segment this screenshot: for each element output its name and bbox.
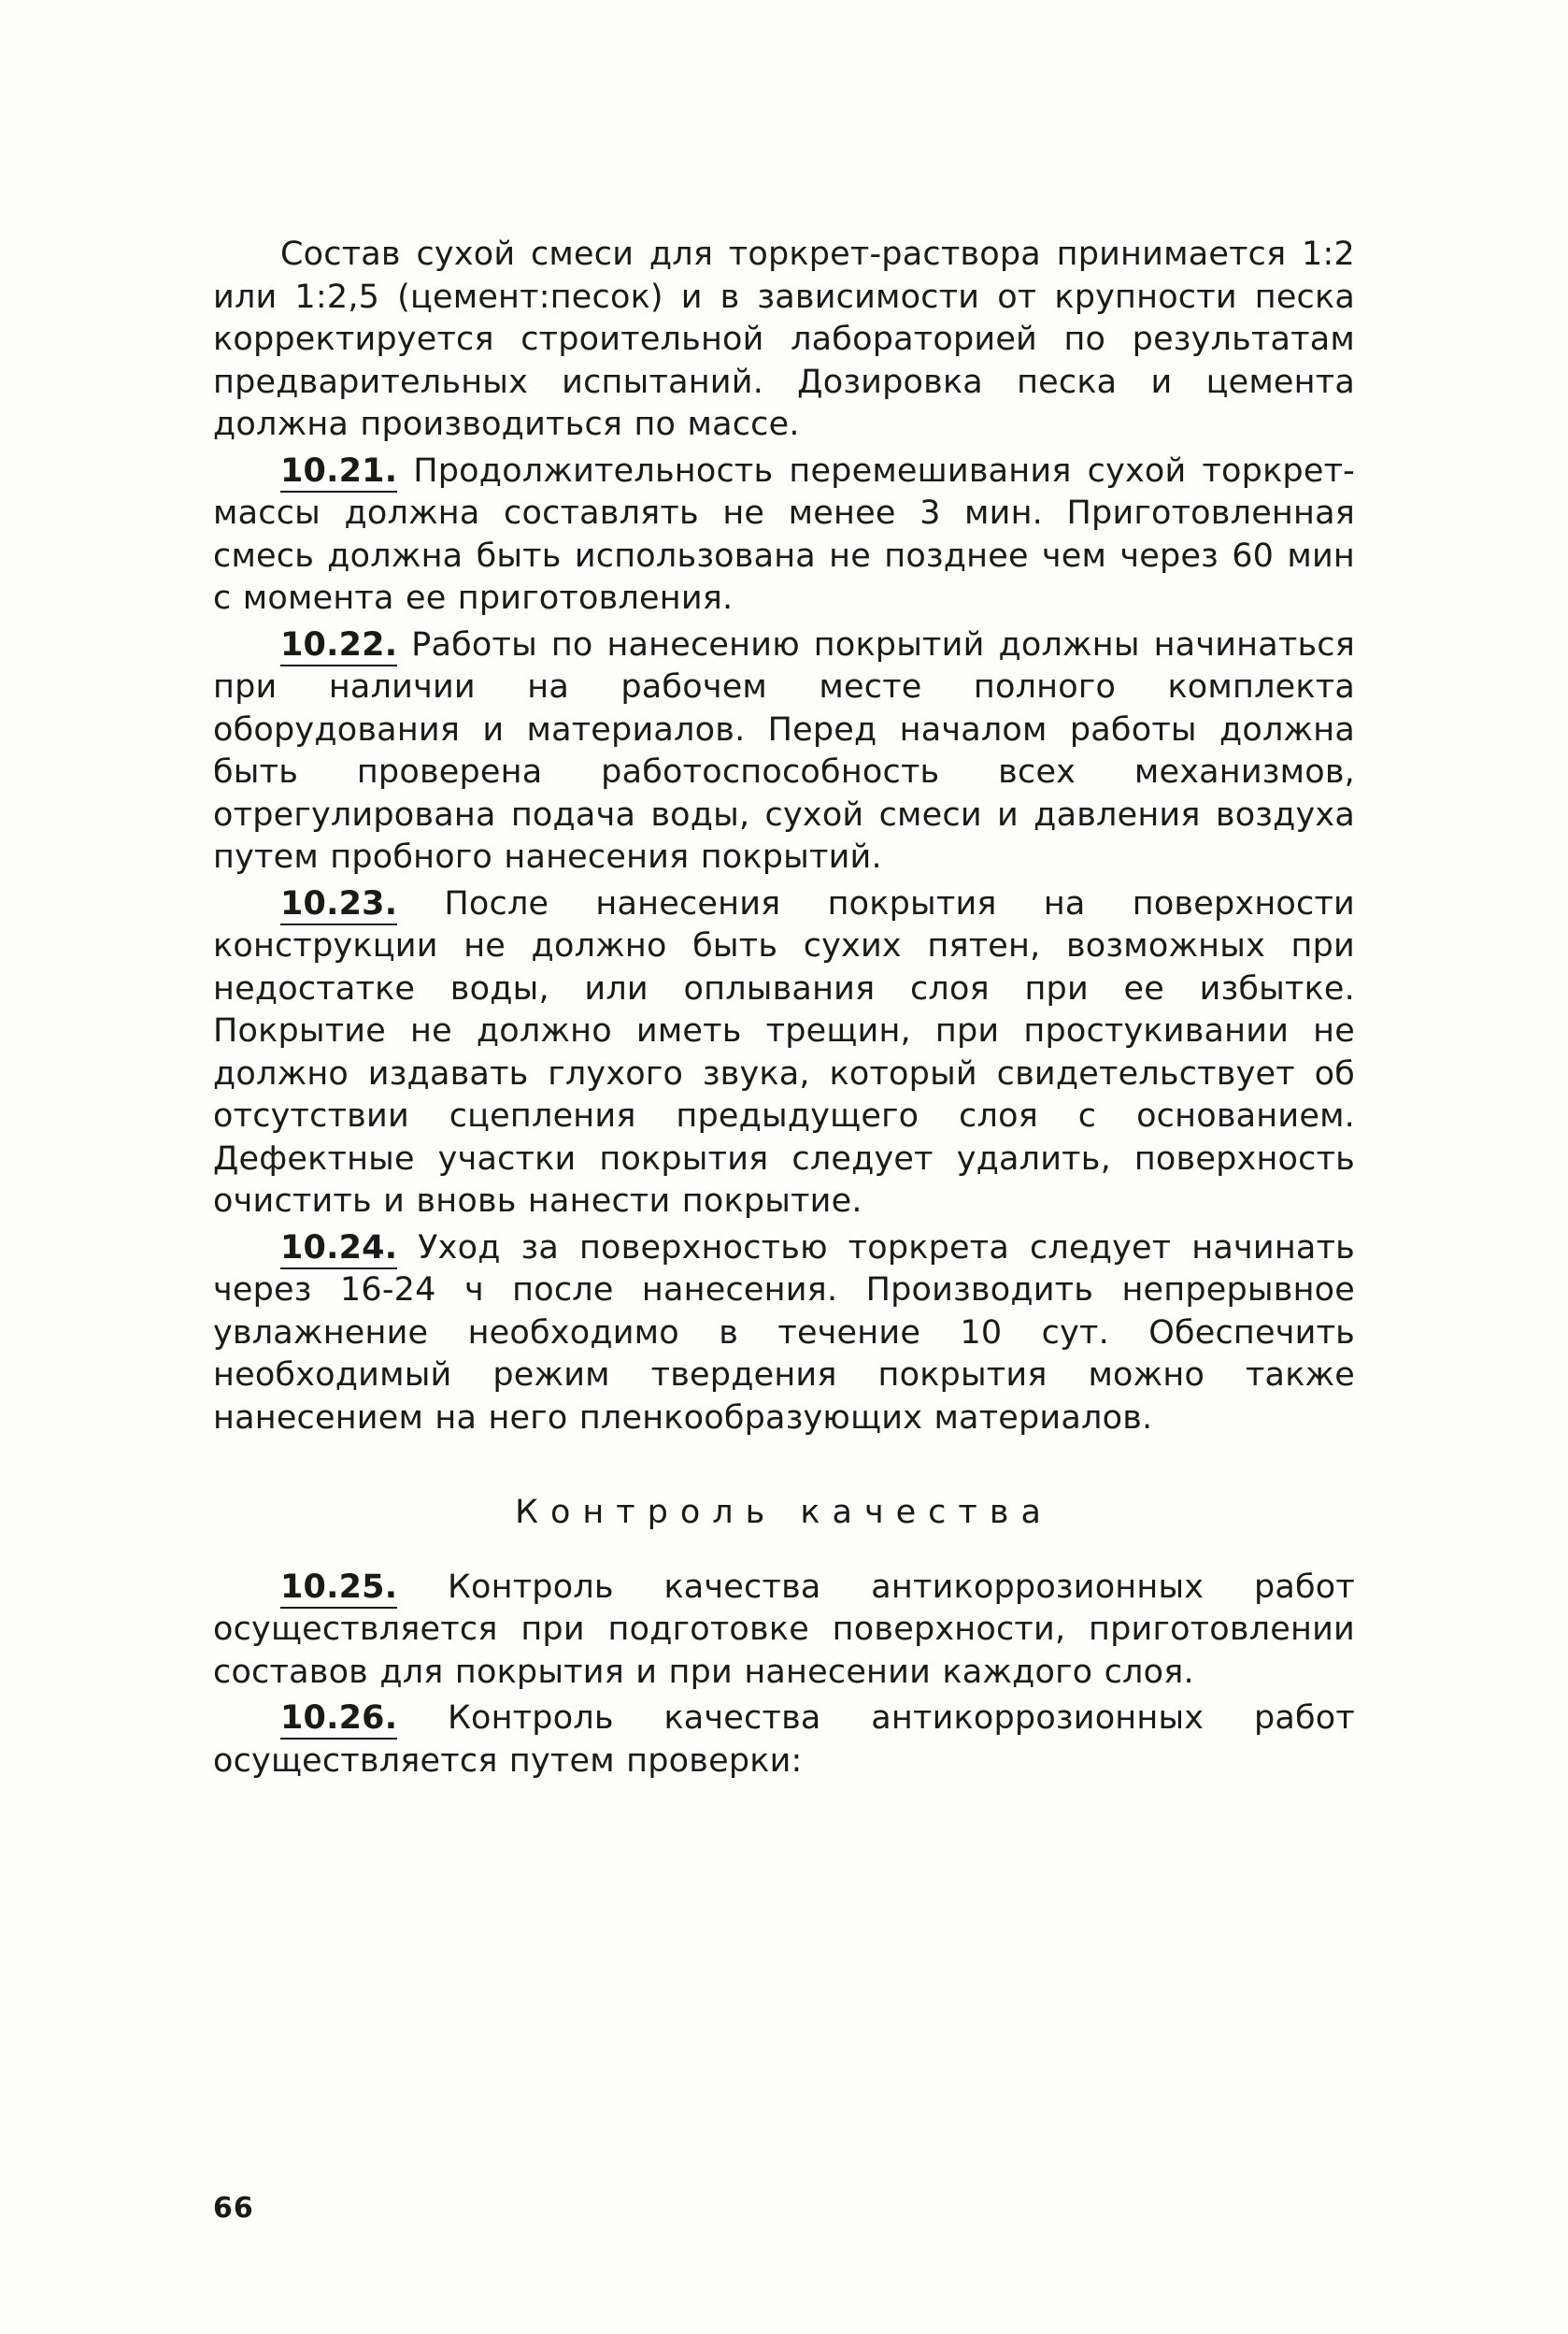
paragraph-text: Работы по нанесению покрытий должны начинаться при наличии на рабочем месте полного комплекта оборудования и материалов. Перед началом работы должна быть проверена работоспособность всех механизмов, отрегулирована подача воды, сухой смеси и давления воздуха путем пробного нанесения покрытий. [213, 625, 1356, 876]
paragraph-10-21 [213, 451, 1355, 621]
paragraph-number: 10.23. [280, 885, 397, 925]
paragraph-text: Продолжительность перемешивания сухой торкрет-массы должна составлять не менее 3 мин. Приготовленная смесь должна быть использована не позднее чем через 60 мин с момента ее приготовления. [213, 451, 1356, 617]
paragraph-text: После нанесения покрытия на поверхности конструкции не должно быть сухих пятен, возможных при недостатке воды, или оплывания слоя при ее избытке. Покрытие не должно иметь трещин, при простукивании не должно издавать глухого звука, который свидетельствует об отсутствии сцепления предыдущего слоя с основанием. Дефектные участки покрытия следует удалить, поверхность очистить и вновь нанести покрытие. [213, 884, 1356, 1220]
paragraph-text: Состав сухой смеси для торкрет-раствора принимается 1:2 или 1:2,5 (цемент:песок) и в зависимости от крупности песка корректируется строительной лабораторией по результатам предварительных испытаний. Дозировка песка и цемента должна производиться по массе. [213, 236, 1355, 443]
page-number: 66 [213, 2192, 254, 2225]
paragraph-text: Контроль качества антикоррозионных работ осуществляется при подготовке поверхности, приготовлении составов для покрытия и при нанесении каждого слоя. [213, 1568, 1355, 1691]
paragraph-number: 10.26. [280, 1699, 397, 1740]
paragraph-10-24 [213, 1227, 1355, 1440]
paragraph-10-26 [213, 1697, 1355, 1783]
paragraph-number: 10.24. [280, 1229, 397, 1269]
paragraph-10-22 [213, 624, 1355, 880]
section-heading: Контроль качества [515, 1494, 1053, 1531]
paragraph-number: 10.21. [280, 452, 397, 493]
paragraph-number: 10.25. [280, 1568, 397, 1609]
paragraph-intro [213, 234, 1355, 447]
paragraph-text: Уход за поверхностью торкрета следует начинать через 16-24 ч после нанесения. Производить непрерывное увлажнение необходимо в течение 10 сут. Обеспечить необходимый режим твердения покрытия можно также нанесением на него пленкообразующих материалов. [213, 1228, 1355, 1437]
paragraph-10-23 [213, 883, 1355, 1224]
paragraph-text: Контроль качества антикоррозионных работ осуществляется путем проверки: [213, 1699, 1355, 1780]
paragraph-number: 10.22. [280, 626, 397, 666]
page-content [213, 234, 1355, 1786]
paragraph-10-25 [213, 1567, 1355, 1695]
